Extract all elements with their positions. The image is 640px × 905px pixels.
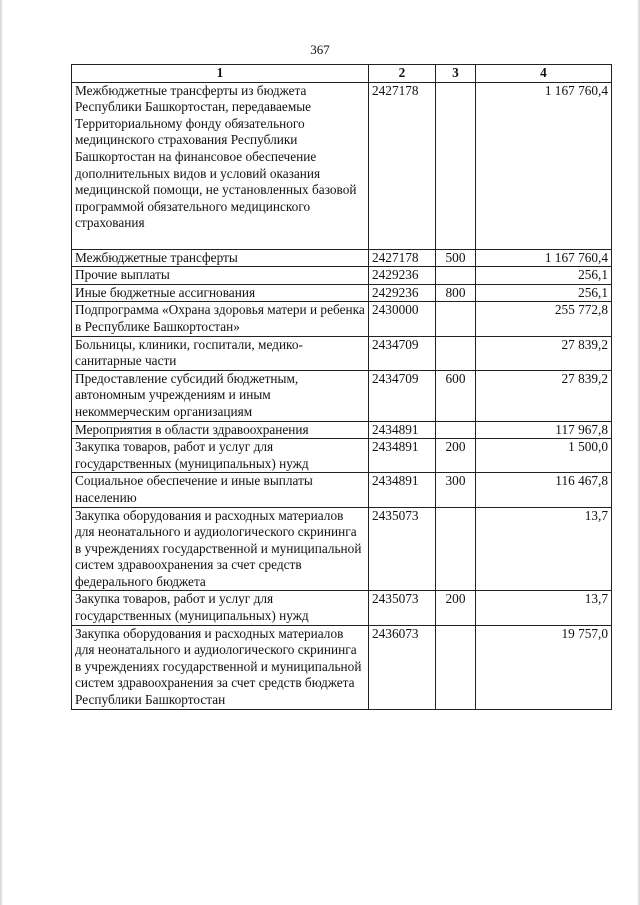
table-header: [72, 65, 612, 83]
table-row: [72, 439, 612, 473]
row-type: 300: [436, 473, 476, 507]
row-type: [436, 421, 476, 439]
header-col-4: 4: [476, 65, 612, 83]
row-amount: 1 500,0: [476, 439, 612, 473]
table-row: [72, 82, 612, 249]
row-name: Закупка товаров, работ и услуг для государственных (муниципальных) нужд: [72, 591, 369, 625]
row-code: 2434709: [369, 370, 436, 421]
row-type: [436, 82, 476, 249]
row-name: Предоставление субсидий бюджетным, автономным учреждениям и иным некоммерческим организациям: [72, 370, 369, 421]
row-code: 2429236: [369, 267, 436, 285]
row-code: 2434891: [369, 421, 436, 439]
row-type: [436, 302, 476, 336]
row-type: 800: [436, 284, 476, 302]
row-type: 600: [436, 370, 476, 421]
header-row: [72, 65, 612, 83]
row-amount: 27 839,2: [476, 370, 612, 421]
row-type: [436, 625, 476, 709]
table-body: [72, 82, 612, 709]
row-name: Мероприятия в области здравоохранения: [72, 421, 369, 439]
scan-edge-left: [0, 0, 3, 905]
row-code: 2436073: [369, 625, 436, 709]
row-amount: 256,1: [476, 267, 612, 285]
header-col-2: 2: [369, 65, 436, 83]
table-row: [72, 625, 612, 709]
row-type: 200: [436, 591, 476, 625]
row-code: 2430000: [369, 302, 436, 336]
row-amount: 13,7: [476, 507, 612, 591]
row-type: [436, 507, 476, 591]
row-type: [436, 336, 476, 370]
row-name: Больницы, клиники, госпитали, медико-санитарные части: [72, 336, 369, 370]
row-amount: 117 967,8: [476, 421, 612, 439]
row-name: Закупка оборудования и расходных материалов для неонатального и аудиологического скрининга в учреждениях государственной и муниципальной систем здравоохранения за счет средств федерального бюджета: [72, 507, 369, 591]
row-amount: 256,1: [476, 284, 612, 302]
row-name: Межбюджетные трансферты из бюджета Республики Башкортостан, передаваемые Территориальному фонду обязательного медицинского страхования Республики Башкортостан на финансовое обеспечение дополнительных видов и условий оказания медицинской помощи, не установленных базовой программой обязательного медицинского страхования: [72, 82, 369, 249]
row-code: 2434891: [369, 439, 436, 473]
header-col-1: 1: [72, 65, 369, 83]
table-row: [72, 473, 612, 507]
row-name: Иные бюджетные ассигнования: [72, 284, 369, 302]
table-row: [72, 507, 612, 591]
row-name: Подпрограмма «Охрана здоровья матери и ребенка в Республике Башкортостан»: [72, 302, 369, 336]
row-amount: 1 167 760,4: [476, 82, 612, 249]
row-name: Прочие выплаты: [72, 267, 369, 285]
page-number: 367: [310, 42, 330, 57]
row-code: 2427178: [369, 249, 436, 267]
row-code: 2434709: [369, 336, 436, 370]
table-row: [72, 421, 612, 439]
row-amount: 1 167 760,4: [476, 249, 612, 267]
table-row: [72, 302, 612, 336]
row-name: Межбюджетные трансферты: [72, 249, 369, 267]
row-type: [436, 267, 476, 285]
row-amount: 255 772,8: [476, 302, 612, 336]
row-type: 200: [436, 439, 476, 473]
row-code: 2429236: [369, 284, 436, 302]
row-amount: 27 839,2: [476, 336, 612, 370]
row-name: Закупка оборудования и расходных материалов для неонатального и аудиологического скрининга в учреждениях государственной и муниципальной систем здравоохранения за счет средств бюджета Республики Башкортостан: [72, 625, 369, 709]
table-row: [72, 591, 612, 625]
row-code: 2435073: [369, 591, 436, 625]
row-code: 2434891: [369, 473, 436, 507]
row-name: Социальное обеспечение и иные выплаты населению: [72, 473, 369, 507]
row-code: 2427178: [369, 82, 436, 249]
table-row: [72, 249, 612, 267]
row-name: Закупка товаров, работ и услуг для государственных (муниципальных) нужд: [72, 439, 369, 473]
table-row: [72, 370, 612, 421]
table-row: [72, 284, 612, 302]
row-amount: 19 757,0: [476, 625, 612, 709]
header-col-3: 3: [436, 65, 476, 83]
row-amount: 116 467,8: [476, 473, 612, 507]
budget-table: [71, 64, 612, 710]
table-row: [72, 267, 612, 285]
row-type: 500: [436, 249, 476, 267]
row-amount: 13,7: [476, 591, 612, 625]
table-row: [72, 336, 612, 370]
row-code: 2435073: [369, 507, 436, 591]
